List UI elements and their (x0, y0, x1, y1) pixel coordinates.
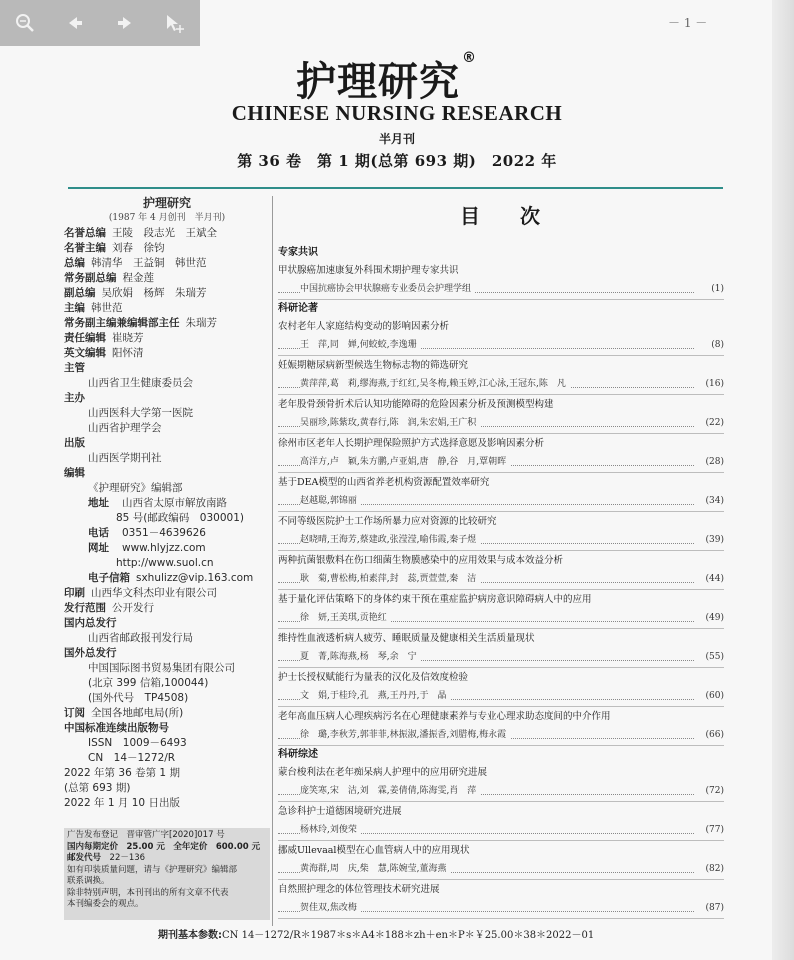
masthead-row: 总编 韩清华 王益铜 韩世范 (64, 257, 207, 269)
toc-page-number[interactable]: (16) (702, 375, 724, 394)
toc-article-authors-row (278, 414, 724, 434)
toc-article-authors: 黄海群,周 庆,柴 慧,陈婉莹,董海燕 (300, 864, 450, 874)
toc-article-title[interactable]: 妊娠期糖尿病新型候选生物标志物的筛选研究 (278, 360, 469, 371)
toc-article-authors-row (278, 375, 724, 395)
issue-info: 2022 年第 36 卷第 1 期 (64, 767, 180, 779)
masthead-column (64, 196, 270, 811)
address-row: 地址 山西省太原市解放南路 (88, 497, 227, 509)
toc-article-authors: 文 娟,于桂玲,孔 燕,王丹丹,于 晶 (300, 691, 450, 701)
toc-page-number[interactable]: (66) (702, 726, 724, 745)
toc-article-title[interactable]: 老年高血压病人心理疾病污名在心理健康素养与专业心理求助态度间的中介作用 (278, 711, 611, 722)
toc-heading: 目 次 (460, 204, 550, 228)
volume-line: 第 36 卷 第 1 期(总第 693 期) 2022 年 (237, 152, 557, 170)
phone-row: 电话 0351－4639626 (88, 527, 206, 539)
editor-value: 《护理研究》编辑部 (88, 482, 183, 494)
toc-article-title[interactable]: 农村老年人家庭结构变动的影响因素分析 (278, 321, 450, 332)
notice-line: 联系调换。 (67, 876, 110, 886)
notice-line: 本刊编委会的观点。 (67, 899, 144, 909)
toc-article-title[interactable]: 维持性血液透析病人疲劳、睡眠质量及健康相关生活质量现状 (278, 633, 535, 644)
column-divider (272, 196, 273, 926)
supervisor-value: 山西省卫生健康委员会 (88, 377, 193, 389)
masthead-subtitle: (1987 年 4 月创刊 半月刊) (108, 213, 226, 223)
toc-page-number[interactable]: (8) (707, 336, 724, 355)
toc-article-authors: 夏 菁,陈海燕,杨 琴,余 宁 (300, 652, 421, 662)
toc-article-authors-row (278, 609, 724, 629)
zoom-icon (13, 11, 37, 35)
toc-article-authors-row (278, 687, 724, 707)
toc-article-authors: 高洋方,卢 颖,朱方鹏,卢亚娟,唐 静,谷 月,覃朝晖 (300, 457, 510, 467)
foreign-value: 中国国际图书贸易集团有限公司 (88, 662, 235, 674)
toc-article-authors: 黄萍萍,葛 莉,缪海燕,于红红,吴冬梅,赖玉婷,江心泳,王冠东,陈 凡 (300, 379, 570, 389)
toc-page-number[interactable]: (87) (702, 899, 724, 918)
printer-row: 印刷 山西华文科杰印业有限公司 (64, 587, 217, 599)
journal-logo-title (296, 50, 477, 107)
toc-article-authors: 赵越聪,郭锦丽 (300, 496, 361, 506)
toc-article-authors: 庞笑寒,宋 洁,刘 霖,姜倩倩,陈海雯,肖 萍 (300, 786, 480, 796)
toc-page-number[interactable]: (82) (702, 860, 724, 879)
toc-section-heading: 专家共识 (278, 247, 318, 258)
sponsor-value: 山西省护理学会 (88, 422, 162, 434)
toc-article-authors: 中国抗癌协会甲状腺癌专业委员会护理学组 (300, 284, 475, 294)
foreign-label: 国外总发行 (64, 647, 117, 659)
registered-mark: ® (462, 50, 477, 66)
table-of-contents (278, 244, 724, 919)
footer-value: CN 14－1272/R＊1987＊s＊A4＊188＊zh＋en＊P＊￥25.00＊38＊2022－01 (222, 930, 595, 941)
pan-tool-button[interactable] (150, 0, 200, 46)
masthead-row: 主编 韩世范 (64, 302, 123, 314)
toc-article-title[interactable]: 急诊科护士道德困境研究进展 (278, 806, 402, 817)
toc-article-authors-row (278, 453, 724, 473)
toc-article-authors-row (278, 726, 724, 746)
toc-article-authors: 赵晓晴,王海芳,蔡建政,张滢滢,喻伟霞,秦子煜 (300, 535, 480, 545)
masthead-title: 护理研究 (142, 196, 191, 210)
header-rule (68, 187, 723, 189)
toc-article-authors: 杨林玲,刘俊荣 (300, 825, 361, 835)
supervisor-label: 主管 (64, 362, 85, 374)
toc-article-title[interactable]: 蒙台梭利法在老年痴呆病人护理中的应用研究进展 (278, 767, 488, 778)
toc-article-authors: 徐 妍,王美琪,贡艳红 (300, 613, 391, 623)
toc-page-number[interactable]: (55) (702, 648, 724, 667)
postal-code-row: 邮发代号 22－136 (67, 853, 146, 863)
ad-price-box (64, 828, 270, 920)
toc-page-number[interactable]: (77) (702, 821, 724, 840)
serial-label: 中国标准连续出版物号 (64, 722, 169, 734)
masthead-row: 常务副总编 程金莲 (64, 272, 154, 284)
toc-article-title[interactable]: 甲状腺癌加速康复外科围术期护理专家共识 (278, 265, 459, 276)
toc-article-title[interactable]: 两种抗菌银敷料在伤口细菌生物膜感染中的应用效果与成本效益分析 (278, 555, 564, 566)
editor-label: 编辑 (64, 467, 85, 479)
move-cursor-icon (163, 11, 187, 35)
journal-parameters (158, 926, 594, 941)
issue-info: 2022 年 1 月 10 日出版 (64, 797, 180, 809)
toc-article-title[interactable]: 不同等级医院护士工作场所暴力应对资源的比较研究 (278, 516, 497, 527)
masthead-row: 英文编辑 阳怀清 (64, 347, 144, 359)
toc-article-title[interactable]: 徐州市区老年人长期护理保险照护方式选择意愿及影响因素分析 (278, 438, 545, 449)
masthead-row: 常务副主编兼编辑部主任 朱瑞芳 (64, 317, 217, 329)
footer-label: 期刊基本参数: (158, 930, 222, 941)
next-page-button[interactable] (100, 0, 150, 46)
toc-page-number[interactable]: (44) (702, 570, 724, 589)
publisher-value: 山西医学期刊社 (88, 452, 162, 464)
toc-article-title[interactable]: 老年股骨颈骨折术后认知功能障碍的危险因素分析及预测模型构建 (278, 399, 554, 410)
sponsor-value: 山西医科大学第一医院 (88, 407, 193, 419)
toc-article-authors-row (278, 492, 724, 512)
toc-article-authors: 吴丽珍,陈紫玫,黄春行,陈 润,朱宏娟,王广积 (300, 418, 480, 428)
subscribe-row: 订阅 全国各地邮电局(所) (64, 707, 184, 719)
toc-article-authors-row (278, 860, 724, 880)
masthead-row: 名誉总编 王陵 段志光 王斌全 (64, 227, 217, 239)
email-row: 电子信箱 sxhulizz@vip.163.com (88, 572, 254, 584)
web-row: 网址 www.hlyjzz.com (88, 542, 206, 554)
journal-frequency: 半月刊 (378, 132, 415, 146)
masthead-row: 责任编辑 崔晓芳 (64, 332, 144, 344)
publisher-label: 出版 (64, 437, 85, 449)
notice-line: 如有印装质量问题，请与《护理研究》编辑部 (67, 864, 238, 875)
foreign-value: (国外代号 TP4508) (88, 692, 189, 704)
toc-page-number[interactable]: (60) (702, 687, 724, 706)
issn-value: ISSN 1009－6493 (88, 737, 187, 749)
toc-article-authors-row (278, 648, 724, 668)
toc-section-heading: 科研论著 (278, 303, 318, 314)
toc-article-authors-row (278, 531, 724, 551)
toc-page-number[interactable]: (39) (702, 531, 724, 550)
toc-page-number[interactable]: (1) (707, 280, 724, 299)
toc-article-title[interactable]: 自然照护理念的体位管理技术研究进展 (278, 884, 440, 895)
journal-en-title: CHINESE NURSING RESEARCH (231, 101, 563, 125)
toc-section-heading: 科研综述 (278, 749, 318, 760)
toc-article-authors-row (278, 899, 724, 919)
sponsor-label: 主办 (64, 392, 85, 404)
toc-article-authors: 耿 菊,曹松梅,柏素萍,封 蕊,贾萱萱,秦 洁 (300, 574, 480, 584)
toc-page-number[interactable]: (34) (702, 492, 724, 511)
toc-page-number[interactable]: (49) (702, 609, 724, 628)
toc-page-number[interactable]: (72) (702, 782, 724, 801)
toc-article-authors: 贺佳双,焦改梅 (300, 903, 361, 913)
next-arrow-icon (113, 11, 137, 35)
toc-article-authors-row (278, 336, 724, 356)
domestic-label: 国内总发行 (64, 617, 117, 629)
web-row-2: http://www.suol.cn (116, 557, 214, 569)
toc-article-authors: 王 萍,同 婵,何蛟蛟,李逸珊 (300, 340, 421, 350)
prev-page-button[interactable] (50, 0, 100, 46)
cn-value: CN 14－1272/R (88, 752, 176, 764)
foreign-value: (北京 399 信箱,100044) (88, 677, 209, 689)
toc-article-title[interactable]: 基于DEA模型的山西省养老机构资源配置效率研究 (278, 477, 490, 488)
toc-article-title[interactable]: 基于量化评估策略下的身体约束干预在重症监护病房意识障碍病人中的应用 (278, 594, 592, 605)
ad-registration: 广告发布登记 晋审管广字[2020]017 号 (67, 830, 225, 840)
issue-info: (总第 693 期) (64, 782, 131, 794)
notice-line: 除非特别声明，本刊刊出的所有文章不代表 (67, 887, 229, 898)
page-number: － 1 － (668, 16, 708, 30)
journal-cn-title: 护理研究 (296, 59, 460, 105)
prev-arrow-icon (63, 11, 87, 35)
toc-article-authors-row (278, 280, 724, 300)
scope-row: 发行范围 公开发行 (64, 602, 154, 614)
domestic-value: 山西省邮政报刊发行局 (88, 632, 193, 644)
toc-page-number[interactable]: (22) (702, 414, 724, 433)
masthead-row: 名誉主编 刘春 徐钧 (64, 242, 165, 254)
viewer-toolbar (0, 0, 200, 46)
toc-article-authors-row (278, 570, 724, 590)
address-row-2: 85 号(邮政编码 030001) (116, 512, 244, 524)
zoom-button[interactable] (0, 0, 50, 46)
toc-article-title[interactable]: 护士长授权赋能行为量表的汉化及信效度检验 (278, 672, 469, 683)
toc-page-number[interactable]: (28) (702, 453, 724, 472)
toc-article-authors-row (278, 821, 724, 841)
toc-article-title[interactable]: 挪威Ullevaal模型在心血管病人中的应用现状 (278, 845, 470, 856)
toc-article-authors: 徐 璐,李秋芳,郭菲菲,林振淑,潘振香,刘腊梅,梅永霞 (300, 730, 510, 740)
masthead-row: 副总编 吴欣娟 杨辉 朱瑞芳 (64, 287, 207, 299)
price-line: 国内每期定价 25.00 元 全年定价 600.00 元 (67, 841, 261, 852)
toc-article-authors-row (278, 782, 724, 802)
